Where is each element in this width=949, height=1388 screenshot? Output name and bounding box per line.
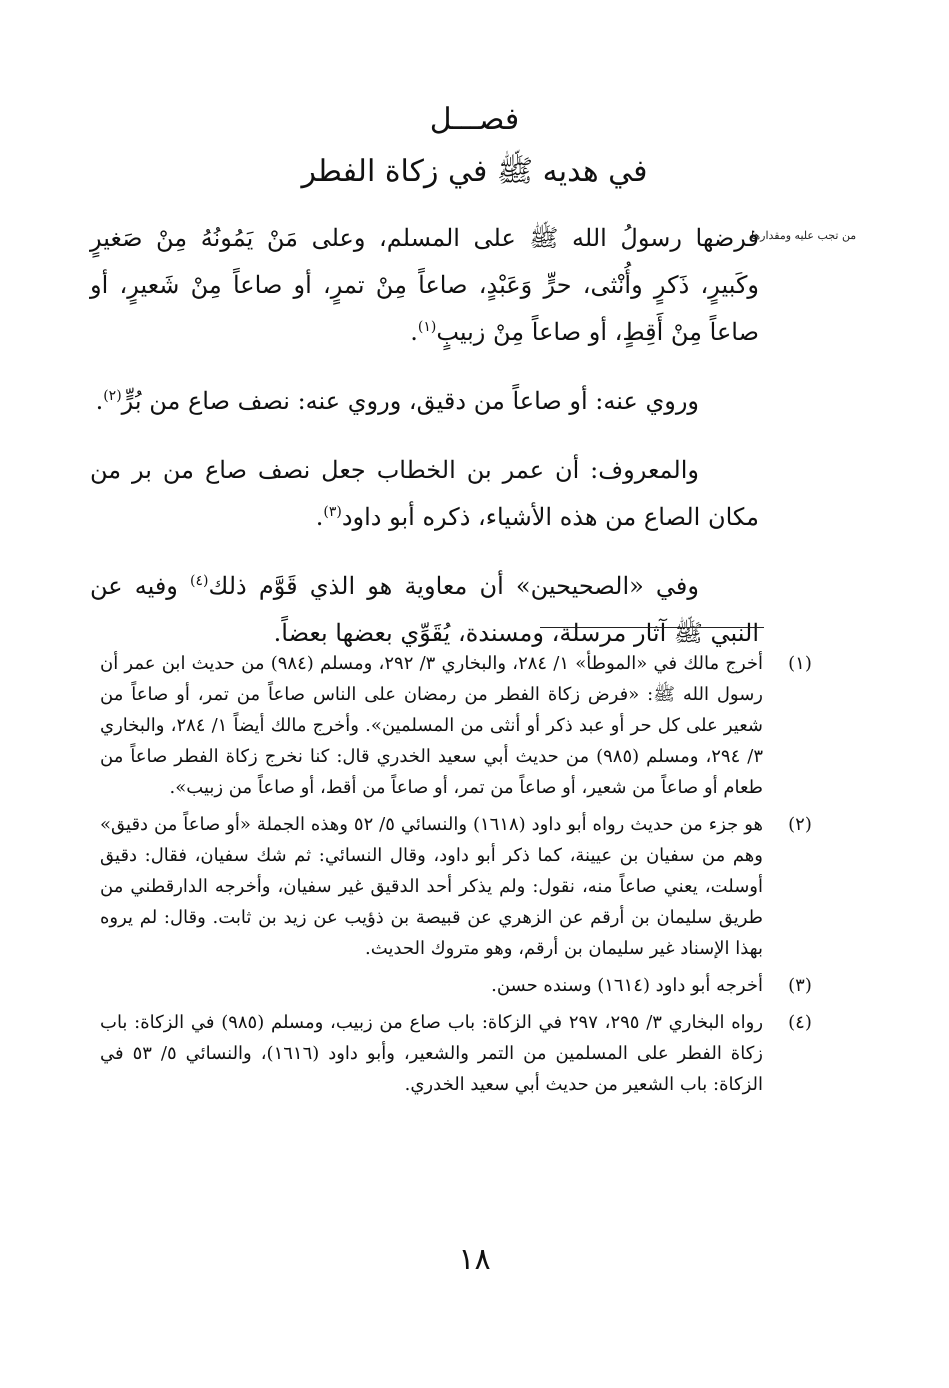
section-title — [0, 100, 949, 140]
footnote-ref-3[interactable]: (٣) — [323, 504, 342, 520]
footnote-ref-1[interactable]: (١) — [417, 319, 437, 335]
footnote-4 — [100, 1007, 812, 1100]
footnote-3 — [100, 970, 812, 1001]
paragraph-1-tail: . — [410, 318, 418, 346]
section-title-text: فصـــل — [429, 102, 520, 137]
paragraph-3-tail: . — [315, 503, 324, 531]
paragraph-4-tail: وفيه عن النبي ﷺ آثار مرسلة، ومسندة، يُقَوِّي بعضها بعضاً. — [90, 572, 759, 647]
paragraph-4-text: وفي «الصحيحين» أن معاوية هو الذي قَوَّم ذلك — [208, 572, 699, 600]
main-text — [90, 215, 759, 679]
paragraph-1 — [90, 215, 759, 356]
footnotes — [100, 648, 812, 1106]
paragraph-3 — [90, 447, 759, 541]
footnote-1 — [100, 648, 812, 803]
paragraph-4 — [90, 563, 759, 657]
footnote-text: هو جزء من حديث رواه أبو داود (١٦١٨) والنسائي ٥/ ٥٢ وهذه الجملة «أو صاعاً من دقيق» وهم من سفيان بن عيينة، كما ذكر أبو داود، وقال النسائي: ثم شك سفيان، فقال: دقيق أوسلت، يعني صاعاً منه، نقول: ولم يذكر أحد الدقيق غير سفيان، وأخرجه الدارقطني من طريق سليمان بن أرقم عن الزهري عن قبيصة بن ذؤيب عن زيد بن ثابت. وقال: لم يروه بهذا الإسناد غير سليمان بن أرقم، وهو متروك الحديث. — [100, 814, 763, 959]
footnote-text: أخرج مالك في «الموطأ» ١/ ٢٨٤، والبخاري ٣/ ٢٩٢، ومسلم (٩٨٤) من حديث ابن عمر أن رسول الله ﷺ: «فرض زكاة الفطر من رمضان على الناس صاعاً من تمر، أو صاعاً من شعير على كل حر أو عبد ذكر أو أنثى من المسلمين». وأخرج مالك أيضاً ١/ ٢٨٤، والبخاري ٣/ ٢٩٤، ومسلم (٩٨٥) من حديث أبي سعيد الخدري قال: كنا نخرج زكاة الفطر صاعاً من طعام أو صاعاً من شعير، أو صاعاً من تمر، أو صاعاً من أقط، أو صاعاً من زبيب». — [100, 653, 764, 798]
footnote-2 — [100, 809, 812, 964]
footnote-number: (٢) — [788, 814, 812, 835]
footnote-text: أخرجه أبو داود (١٦١٤) وسنده حسن. — [491, 975, 763, 996]
paragraph-2 — [90, 378, 759, 425]
paragraph-3-text: والمعروف: أن عمر بن الخطاب جعل نصف صاع من بر من مكان الصاع من هذه الأشياء، ذكره أبو داود — [90, 456, 759, 531]
margin-note: من تجب عليه ومقدارها — [751, 229, 857, 242]
footnote-number: (٣) — [788, 975, 812, 996]
paragraph-2-text: وروي عنه: أو صاعاً من دقيق، وروي عنه: نصف صاع من بُرٍّ — [121, 387, 699, 415]
footnote-number: (٤) — [788, 1012, 812, 1033]
chapter-subtitle: في هديه ﷺ في زكاة الفطر — [301, 154, 648, 189]
footnote-ref-2[interactable]: (٢) — [103, 388, 122, 404]
paragraph-2-tail: . — [95, 387, 104, 415]
footnote-ref-4[interactable]: (٤) — [190, 573, 209, 589]
footnote-text: رواه البخاري ٣/ ٢٩٥، ٢٩٧ في الزكاة: باب صاع من زبيب، ومسلم (٩٨٥) في الزكاة: باب زكاة الفطر على المسلمين من التمر والشعير، وأبو داود (١٦١٦)، والنسائي ٥/ ٥٣ في الزكاة: باب الشعير من حديث أبي سعيد الخدري. — [100, 1012, 764, 1095]
page-number: ١٨ — [458, 1242, 491, 1277]
footnote-number: (١) — [788, 653, 812, 674]
footnote-separator — [540, 627, 764, 628]
paragraph-1-text: فرضها رسولُ الله ﷺ على المسلم، وعلى مَنْ يَمُونُهُ مِنْ صَغيرٍ وكَبيرٍ، ذَكرٍ وأُنْثى، حرٍّ وَعَبْدٍ، صاعاً مِنْ تمرٍ، أو صاعاً مِنْ شَعيرٍ، أو صاعاً مِنْ أَقِطٍ، أو صاعاً مِنْ زبيبٍ — [90, 224, 759, 346]
